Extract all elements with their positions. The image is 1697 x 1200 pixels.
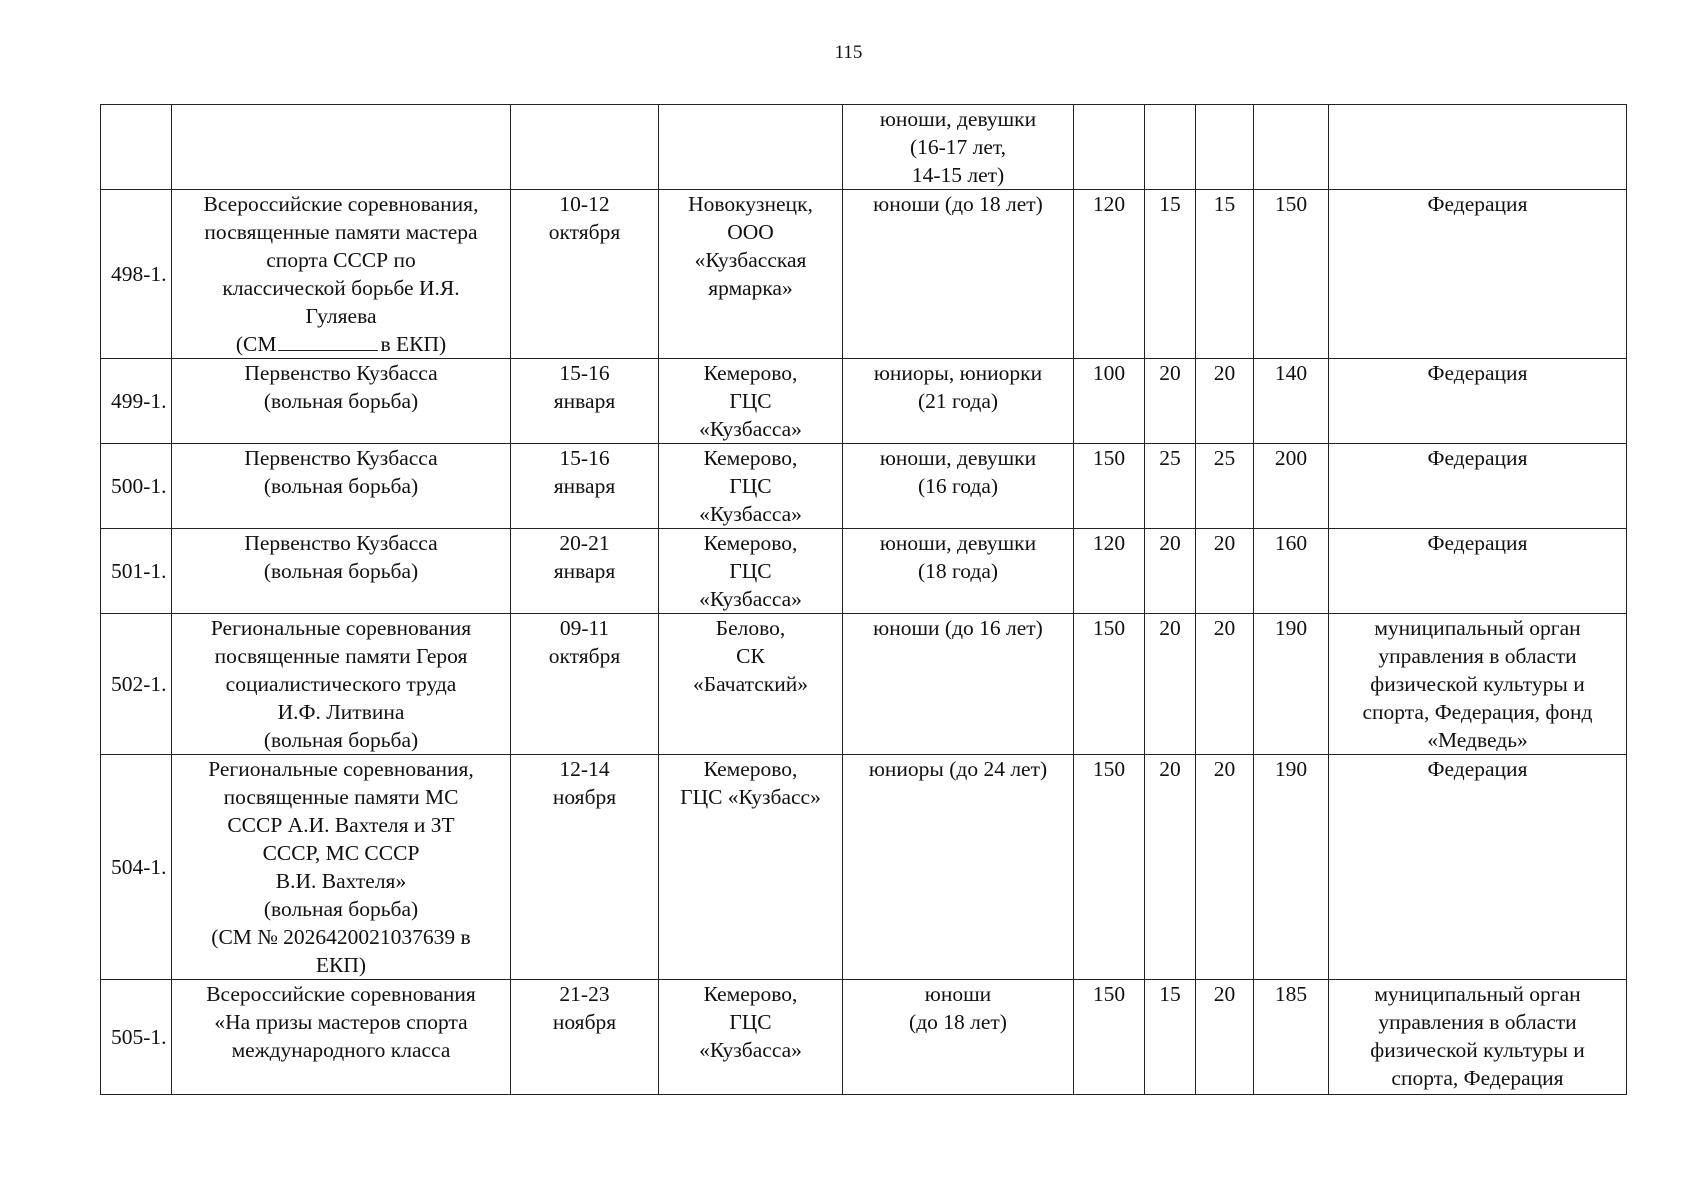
event-number-cell: 499-1. — [101, 359, 172, 444]
event-name-line: Первенство Кузбасса — [244, 531, 438, 555]
event-place-line: «Бачатский» — [693, 672, 808, 696]
event-participants-cell — [843, 105, 1074, 190]
event-organizer-cell — [1329, 105, 1627, 190]
table-row — [101, 529, 1627, 614]
event-place-line: ГЦС — [729, 1010, 772, 1034]
total-count-cell: 200 — [1254, 444, 1329, 529]
event-date-line: ноября — [552, 785, 617, 809]
event-name-line: (вольная борьба) — [263, 474, 419, 498]
event-participants-line: юноши, девушки — [879, 531, 1037, 555]
event-place-cell — [659, 980, 843, 1095]
event-organizer-cell — [1329, 444, 1627, 529]
event-name-line: (вольная борьба) — [263, 897, 419, 921]
event-organizer-line: Федерация — [1427, 446, 1528, 470]
event-name-line: посвященные памяти МС — [223, 785, 459, 809]
event-place-line: Кемерово, — [703, 531, 798, 555]
event-name-line: ЕКП) — [315, 953, 367, 977]
table-row — [101, 444, 1627, 529]
event-organizer-cell — [1329, 359, 1627, 444]
event-name-cell — [172, 444, 511, 529]
event-place-line: Новокузнецк, — [688, 192, 813, 216]
event-date-line: 09-11 — [559, 616, 610, 640]
event-place-line: «Кузбасса» — [699, 1038, 802, 1062]
event-name-line: посвященные памяти мастера — [204, 220, 478, 244]
event-organizer-line: муниципальный орган — [1374, 616, 1581, 640]
event-participants-cell — [843, 980, 1074, 1095]
event-participants-line: (до 18 лет) — [909, 1010, 1007, 1034]
event-date-cell — [511, 614, 659, 755]
sm-prefix: (СМ — [235, 332, 277, 356]
event-name-cell — [172, 190, 511, 359]
event-number-cell: 504-1. — [101, 755, 172, 980]
event-organizer-cell — [1329, 755, 1627, 980]
event-name-line: Первенство Кузбасса — [244, 446, 438, 470]
event-place-cell — [659, 614, 843, 755]
event-place-cell — [659, 190, 843, 359]
event-name-line: (вольная борьба) — [263, 559, 419, 583]
event-place-line: Белово, — [715, 616, 786, 640]
count-cell-c1 — [1074, 105, 1145, 190]
event-organizer-line: Федерация — [1427, 192, 1528, 216]
event-place-line: ООО — [727, 220, 774, 244]
event-date-line: ноября — [552, 1010, 617, 1034]
event-date-cell — [511, 105, 659, 190]
event-name-line: (вольная борьба) — [263, 728, 419, 752]
count-cell-c1: 120 — [1074, 529, 1145, 614]
event-date-line: 15-16 — [559, 446, 610, 470]
count-cell-c1: 120 — [1074, 190, 1145, 359]
event-date-line: 20-21 — [559, 531, 610, 555]
event-name-line: международного класса — [231, 1038, 451, 1062]
event-organizer-line: муниципальный орган — [1374, 982, 1581, 1006]
count-cell-c3: 20 — [1196, 614, 1254, 755]
event-name-line: (СМ № 2026420021037639 в — [211, 925, 471, 949]
event-participants-line: юноши, девушки — [879, 446, 1037, 470]
event-place-cell — [659, 529, 843, 614]
event-place-line: ГЦС — [729, 559, 772, 583]
total-count-cell: 150 — [1254, 190, 1329, 359]
event-date-cell — [511, 359, 659, 444]
table-row — [101, 980, 1627, 1095]
event-place-cell — [659, 444, 843, 529]
event-participants-line: (18 года) — [917, 559, 999, 583]
event-participants-line: (16 года) — [917, 474, 999, 498]
page-number: 115 — [834, 42, 863, 63]
event-organizer-line: спорта, Федерация — [1391, 1066, 1564, 1090]
event-date-cell — [511, 444, 659, 529]
event-place-line: «Кузбасса» — [699, 587, 802, 611]
count-cell-c1: 150 — [1074, 980, 1145, 1095]
event-organizer-line: Федерация — [1427, 361, 1528, 385]
sm-number-blank — [278, 330, 378, 351]
count-cell-c2: 25 — [1145, 444, 1196, 529]
event-number-cell: 500-1. — [101, 444, 172, 529]
event-name-line: Всероссийские соревнования — [206, 982, 476, 1006]
event-place-line: ярмарка» — [708, 276, 793, 300]
event-date-line: 15-16 — [559, 361, 610, 385]
table-row — [101, 359, 1627, 444]
count-cell-c1: 150 — [1074, 614, 1145, 755]
count-cell-c2: 15 — [1145, 190, 1196, 359]
event-name-line: Первенство Кузбасса — [244, 361, 438, 385]
event-place-line: ГЦС — [729, 474, 772, 498]
event-organizer-line: физической культуры и — [1370, 1038, 1585, 1062]
event-name-line: (вольная борьба) — [263, 389, 419, 413]
event-participants-cell — [843, 614, 1074, 755]
count-cell-c3: 20 — [1196, 980, 1254, 1095]
event-organizer-line: Федерация — [1427, 757, 1528, 781]
event-place-line: Кемерово, — [703, 982, 798, 1006]
event-place-line: «Кузбасса» — [699, 502, 802, 526]
event-date-line: 21-23 — [559, 982, 610, 1006]
sm-suffix: в ЕКП) — [380, 332, 447, 356]
event-number-cell: 498-1. — [101, 190, 172, 359]
count-cell-c2: 20 — [1145, 359, 1196, 444]
event-name-line: посвященные памяти Героя — [214, 644, 468, 668]
count-cell-c2: 15 — [1145, 980, 1196, 1095]
count-cell-c3: 20 — [1196, 359, 1254, 444]
events-table — [100, 104, 1627, 1095]
event-organizer-cell — [1329, 190, 1627, 359]
event-participants-cell — [843, 190, 1074, 359]
event-name-line: социалистического труда — [225, 672, 457, 696]
total-count-cell — [1254, 105, 1329, 190]
event-name-line: В.И. Вахтеля» — [275, 869, 407, 893]
event-place-line: Кемерово, — [703, 757, 798, 781]
table-row — [101, 755, 1627, 980]
event-participants-cell — [843, 444, 1074, 529]
event-name-line: спорта СССР по — [266, 248, 416, 272]
total-count-cell: 185 — [1254, 980, 1329, 1095]
event-organizer-cell — [1329, 614, 1627, 755]
event-place-cell — [659, 105, 843, 190]
event-participants-cell — [843, 359, 1074, 444]
event-date-cell — [511, 190, 659, 359]
table-row — [101, 614, 1627, 755]
event-participants-line: (21 года) — [917, 389, 999, 413]
event-date-line: января — [553, 389, 616, 413]
event-date-cell — [511, 755, 659, 980]
event-date-line: октября — [548, 220, 621, 244]
event-participants-line: юниоры, юниорки — [873, 361, 1043, 385]
event-name-line: Гуляева — [305, 304, 377, 328]
event-date-cell — [511, 980, 659, 1095]
event-name-cell — [172, 755, 511, 980]
total-count-cell: 190 — [1254, 614, 1329, 755]
event-participants-line: (16-17 лет, — [909, 135, 1007, 159]
event-place-cell — [659, 359, 843, 444]
event-participants-line: юноши — [924, 982, 992, 1006]
event-date-line: 10-12 — [559, 192, 610, 216]
event-name-line: Всероссийские соревнования, — [203, 192, 479, 216]
event-organizer-line: управления в области — [1378, 644, 1577, 668]
count-cell-c2: 20 — [1145, 755, 1196, 980]
event-organizer-line: физической культуры и — [1370, 672, 1585, 696]
event-participants-line: юниоры (до 24 лет) — [868, 757, 1048, 781]
event-name-line: СССР, МС СССР — [262, 841, 420, 865]
event-participants-line: 14-15 лет) — [911, 163, 1005, 187]
count-cell-c1: 150 — [1074, 444, 1145, 529]
total-count-cell: 190 — [1254, 755, 1329, 980]
event-name-line: СССР А.И. Вахтеля и ЗТ — [227, 813, 455, 837]
total-count-cell: 140 — [1254, 359, 1329, 444]
event-participants-line: юноши (до 18 лет) — [873, 192, 1043, 216]
count-cell-c1: 100 — [1074, 359, 1145, 444]
event-date-line: 12-14 — [559, 757, 610, 781]
count-cell-c2: 20 — [1145, 529, 1196, 614]
event-organizer-line: «Медведь» — [1427, 728, 1528, 752]
count-cell-c3: 20 — [1196, 755, 1254, 980]
count-cell-c2 — [1145, 105, 1196, 190]
event-date-line: октября — [548, 644, 621, 668]
count-cell-c3: 20 — [1196, 529, 1254, 614]
event-name-cell — [172, 614, 511, 755]
event-organizer-cell — [1329, 980, 1627, 1095]
event-place-cell — [659, 755, 843, 980]
event-name-line: И.Ф. Литвина — [277, 700, 405, 724]
table-row — [101, 190, 1627, 359]
event-place-line: Кемерово, — [703, 361, 798, 385]
event-organizer-line: спорта, Федерация, фонд — [1362, 700, 1593, 724]
event-name-line: классической борьбе И.Я. — [222, 276, 460, 300]
event-name-line: Региональные соревнования — [210, 616, 472, 640]
count-cell-c2: 20 — [1145, 614, 1196, 755]
table-row — [101, 105, 1627, 190]
count-cell-c3: 25 — [1196, 444, 1254, 529]
event-participants-line: юноши (до 16 лет) — [873, 616, 1043, 640]
event-organizer-line: Федерация — [1427, 531, 1528, 555]
count-cell-c1: 150 — [1074, 755, 1145, 980]
event-participants-cell — [843, 755, 1074, 980]
event-date-line: января — [553, 474, 616, 498]
total-count-cell: 160 — [1254, 529, 1329, 614]
event-date-cell — [511, 529, 659, 614]
event-place-line: Кемерово, — [703, 446, 798, 470]
event-participants-cell — [843, 529, 1074, 614]
count-cell-c3 — [1196, 105, 1254, 190]
event-organizer-line: управления в области — [1378, 1010, 1577, 1034]
event-name-line: «На призы мастеров спорта — [214, 1010, 468, 1034]
event-name-line: Региональные соревнования, — [208, 757, 474, 781]
event-number-cell: 502-1. — [101, 614, 172, 755]
event-name-cell — [172, 529, 511, 614]
event-date-line: января — [553, 559, 616, 583]
event-name-cell — [172, 359, 511, 444]
event-place-line: ГЦС — [729, 389, 772, 413]
event-sm-line — [180, 330, 502, 358]
count-cell-c3: 15 — [1196, 190, 1254, 359]
event-place-line: ГЦС «Кузбасс» — [680, 785, 821, 809]
event-number-cell: 505-1. — [101, 980, 172, 1095]
event-place-line: СК — [736, 644, 765, 668]
event-number-cell — [101, 105, 172, 190]
event-organizer-cell — [1329, 529, 1627, 614]
event-place-line: «Кузбасса» — [699, 417, 802, 441]
event-participants-line: юноши, девушки — [879, 107, 1037, 131]
event-place-line: «Кузбасская — [694, 248, 807, 272]
event-number-cell: 501-1. — [101, 529, 172, 614]
event-name-cell — [172, 105, 511, 190]
event-name-cell — [172, 980, 511, 1095]
